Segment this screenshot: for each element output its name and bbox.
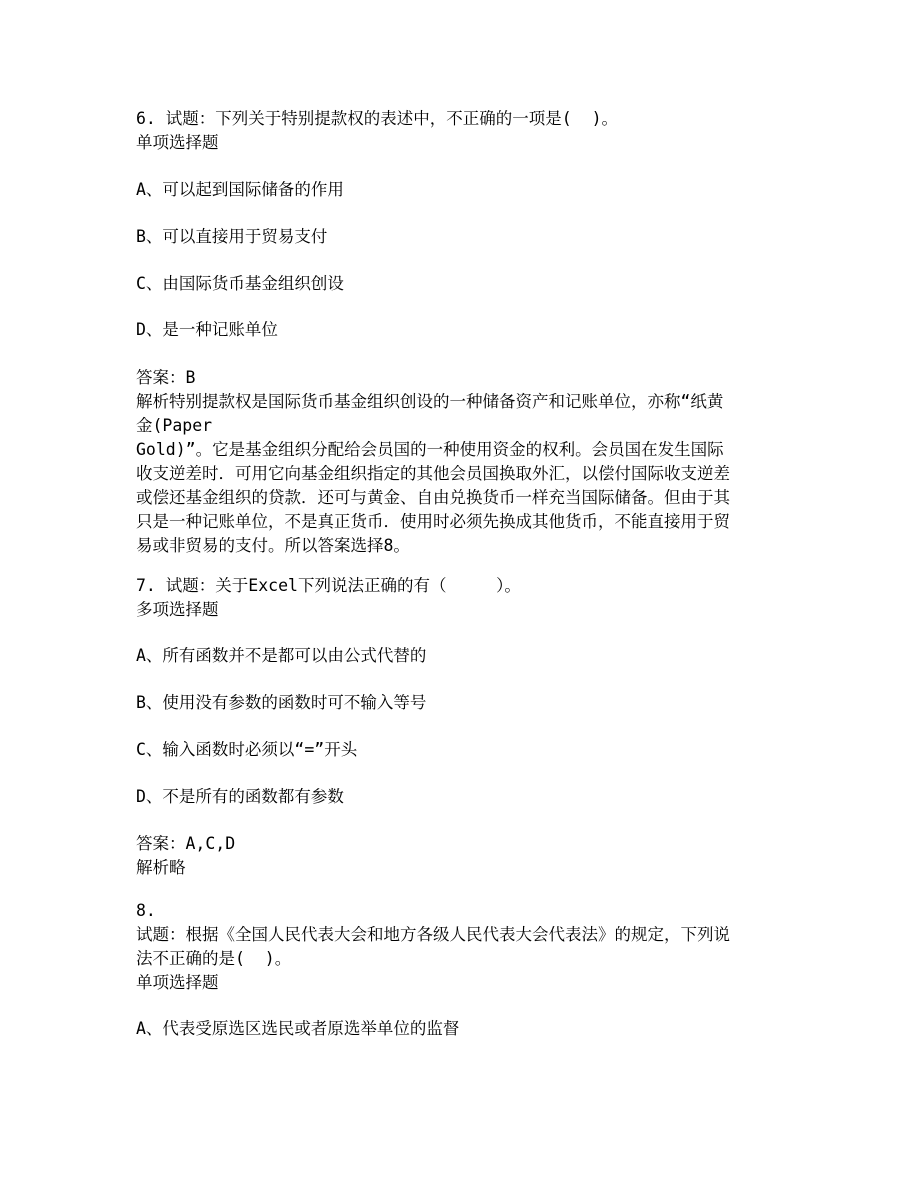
q7-option-d: D、不是所有的函数都有参数: [136, 787, 344, 806]
q8-question-line: 法不正确的是( )。: [136, 949, 292, 968]
q7-answer: 答案：A,C,D: [136, 834, 236, 853]
q6-analysis-line: 收支逆差时．可用它向基金组织指定的其他会员国换取外汇，以偿付国际收支逆差: [136, 464, 730, 483]
q6-analysis-line: 只是一种记账单位，不是真正货币．使用时必须先换成其他货币，不能直接用于贸: [136, 512, 730, 531]
q7-option-a: A、所有函数并不是都可以由公式代替的: [136, 646, 427, 665]
q7-option-b: B、使用没有参数的函数时可不输入等号: [136, 693, 427, 712]
q6-analysis-line: 易或非贸易的支付。所以答案选择8。: [136, 536, 410, 555]
q6-option-b: B、可以直接用于贸易支付: [136, 227, 328, 246]
q6-option-a: A、可以起到国际储备的作用: [136, 180, 344, 199]
q6-option-c: C、由国际货币基金组织创设: [136, 274, 344, 293]
q7-question: 7. 试题：关于Excel下列说法正确的有（ ）。: [136, 576, 521, 595]
q6-analysis-line: 金(Paper: [136, 416, 213, 435]
q6-option-d: D、是一种记账单位: [136, 320, 278, 339]
q6-analysis-line: 解析特别提款权是国际货币基金组织创设的一种储备资产和记账单位，亦称“纸黄: [136, 392, 724, 411]
q7-option-c: C、输入函数时必须以“=”开头: [136, 740, 358, 759]
q7-type: 多项选择题: [136, 600, 219, 619]
q6-question: 6. 试题：下列关于特别提款权的表述中，不正确的一项是( )。: [136, 109, 619, 128]
q6-type: 单项选择题: [136, 133, 219, 152]
q6-analysis-line: 或偿还基金组织的贷款．还可与黄金、自由兑换货币一样充当国际储备。但由于其: [136, 488, 730, 507]
q8-option-a: A、代表受原选区选民或者原选举单位的监督: [136, 1019, 460, 1038]
q6-analysis-line: Gold)”。它是基金组织分配给会员国的一种使用资金的权利。会员国在发生国际: [136, 440, 724, 459]
q6-answer: 答案：B: [136, 368, 196, 387]
q8-question-line: 试题：根据《全国人民代表大会和地方各级人民代表大会代表法》的规定，下列说: [136, 925, 730, 944]
q8-number: 8.: [136, 901, 156, 920]
q8-type: 单项选择题: [136, 973, 219, 992]
q7-analysis: 解析略: [136, 858, 186, 877]
